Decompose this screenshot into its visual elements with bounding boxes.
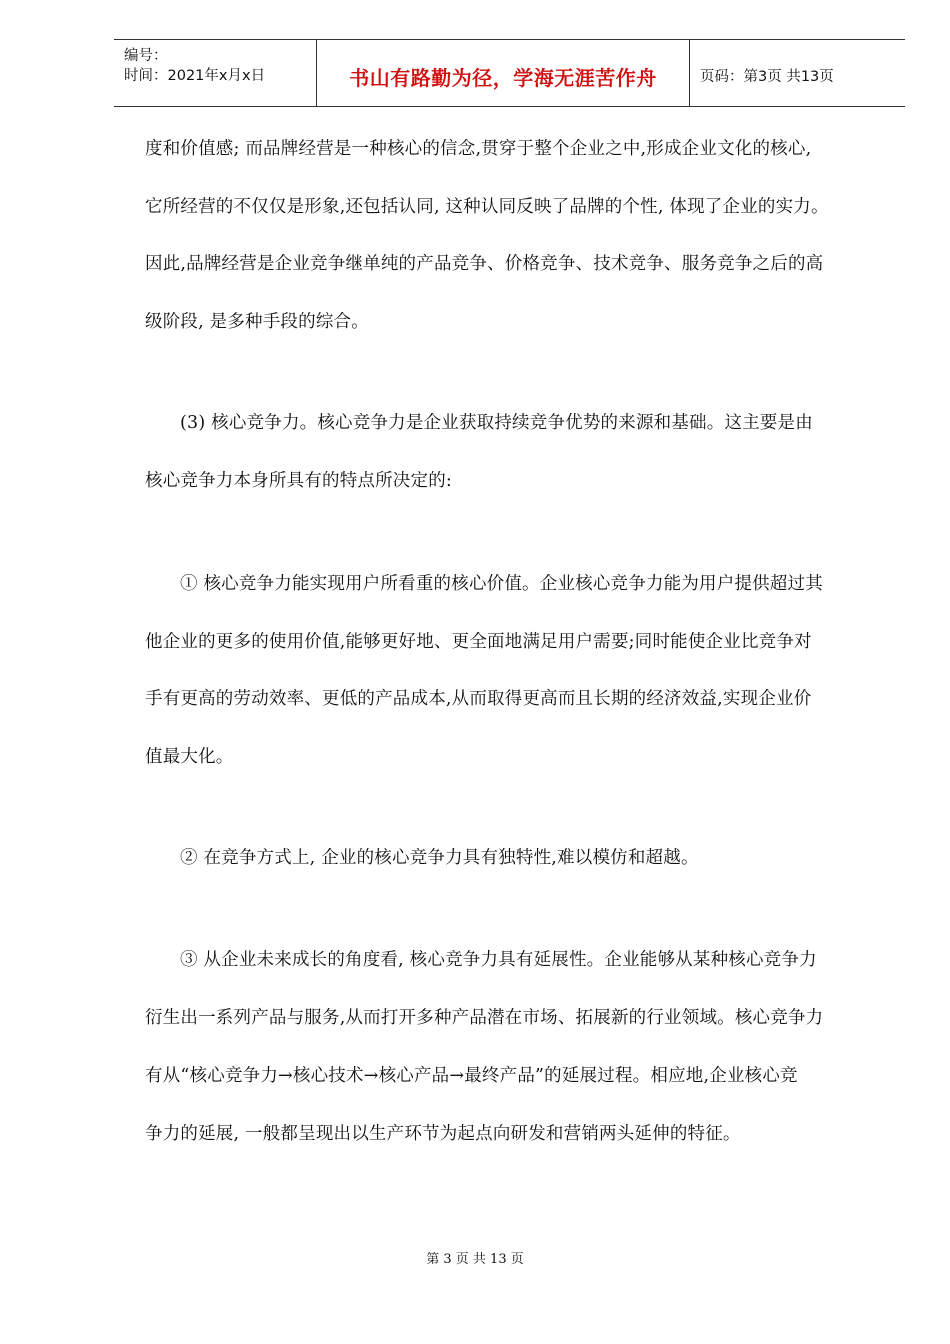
body-line: 他企业的更多的使用价值,能够更好地、更全面地满足用户需要;同时能使企业比竞争对 <box>145 632 812 652</box>
header-page-cell <box>690 40 905 106</box>
header-motto-cell <box>316 40 690 106</box>
body-line: (3) 核心竞争力。核心竞争力是企业获取持续竞争优势的来源和基础。这主要是由 <box>180 413 813 433</box>
header-page-number: 页码：第3页 共13页 <box>700 69 834 85</box>
body-line: 衍生出一系列产品与服务,从而打开多种产品潜在市场、拓展新的行业领域。核心竞争力 <box>145 1008 824 1028</box>
body-line: 手有更高的劳动效率、更低的产品成本,从而取得更高而且长期的经济效益,实现企业价 <box>145 689 812 709</box>
header-meta-cell <box>114 40 316 106</box>
body-line: 争力的延展, 一般都呈现出以生产环节为起点向研发和营销两头延伸的特征。 <box>145 1124 741 1144</box>
footer-page-number: 第 3 页 共 13 页 <box>426 1252 524 1267</box>
body-line: 有从“核心竞争力→核心技术→核心产品→最终产品”的延展过程。相应地,企业核心竞 <box>145 1066 798 1086</box>
body-line: 核心竞争力本身所具有的特点所决定的: <box>145 471 452 491</box>
body-line: 值最大化。 <box>145 747 234 767</box>
document-number-label: 编号： <box>124 48 168 64</box>
body-line: 度和价值感; 而品牌经营是一种核心的信念,贯穿于整个企业之中,形成企业文化的核心, <box>145 139 812 159</box>
page-header <box>114 39 905 107</box>
body-line: ① 核心竞争力能实现用户所看重的核心价值。企业核心竞争力能为用户提供超过其 <box>180 574 823 594</box>
body-line: ② 在竞争方式上, 企业的核心竞争力具有独特性,难以模仿和超越。 <box>180 848 699 868</box>
body-line: 级阶段, 是多种手段的综合。 <box>145 312 369 332</box>
body-line: 因此,品牌经营是企业竞争继单纯的产品竞争、价格竞争、技术竞争、服务竞争之后的高 <box>145 254 824 274</box>
header-motto: 书山有路勤为径，学海无涯苦作舟 <box>349 66 657 90</box>
body-line: 它所经营的不仅仅是形象,还包括认同, 这种认同反映了品牌的个性, 体现了企业的实力。 <box>145 197 829 217</box>
body-line: ③ 从企业未来成长的角度看, 核心竞争力具有延展性。企业能够从某种核心竞争力 <box>180 950 817 970</box>
page-footer <box>0 1248 950 1267</box>
document-date-label: 时间：2021年x月x日 <box>124 68 266 84</box>
